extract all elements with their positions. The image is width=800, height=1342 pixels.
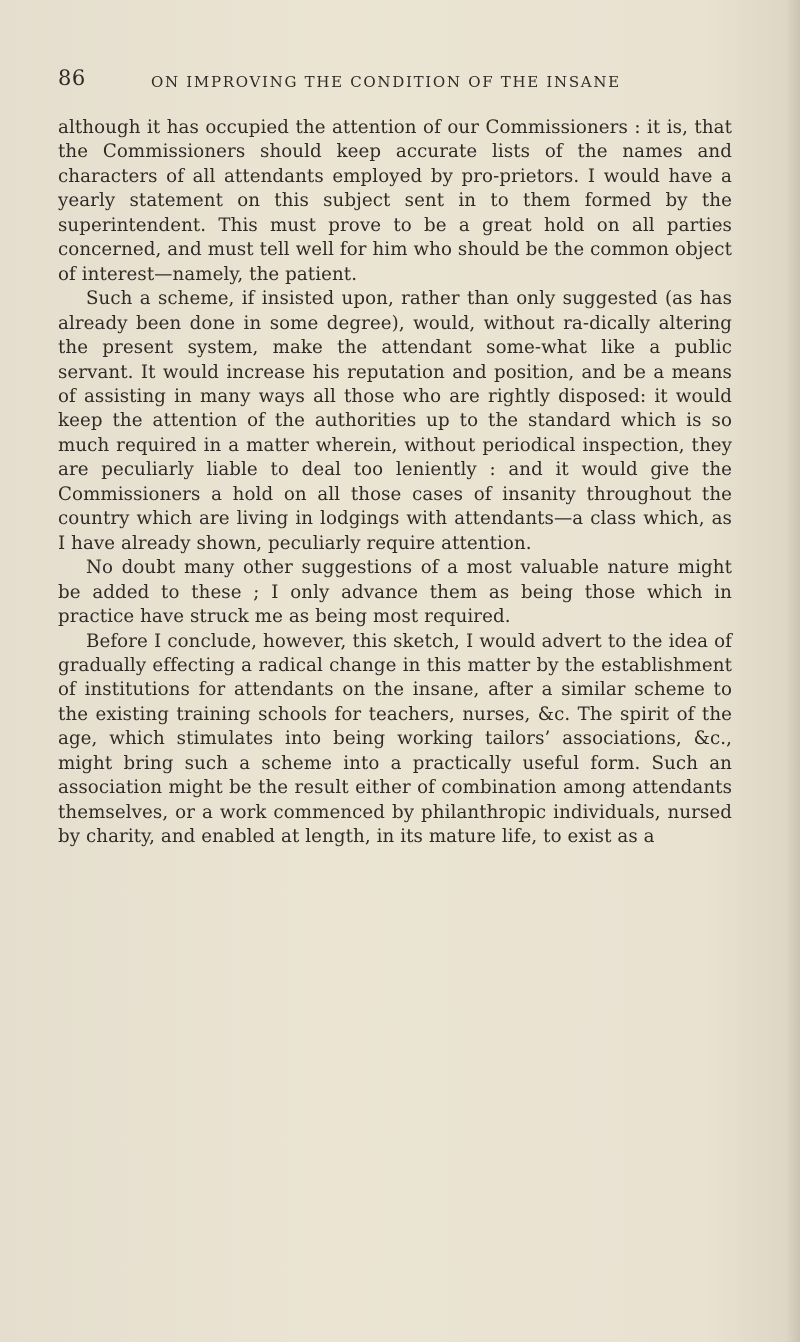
page-number: 86 <box>58 66 86 90</box>
body-text <box>58 116 732 850</box>
paragraph-1: although it has occupied the attention of our Commissioners : it is, that the Commissioners should keep accurate lists of the names and characters of all attendants employed by pro-prietors. I would have a yearly statement on this subject sent in to them formed by the superintendent. This must prove to be a great hold on all parties concerned, and must tell well for him who should be the common object of interest—namely, the patient. <box>58 117 732 285</box>
paragraph-2: Such a scheme, if insisted upon, rather than only suggested (as has already been done in some degree), would, without ra-dically altering the present system, make the attendant some-what like a public servant. It would increase his reputation and position, and be a means of assisting in many ways all those who are rightly disposed: it would keep the attention of the authorities up to the standard which is so much required in a matter wherein, without periodical inspection, they are peculiarly liable to deal too leniently : and it would give the Commissioners a hold on all those cases of insanity throughout the country which are living in lodgings with attendants—a class which, as I have already shown, peculiarly require attention. <box>58 288 732 554</box>
page-header <box>58 66 748 100</box>
paragraph-3: No doubt many other suggestions of a most valuable nature might be added to these ; I only advance them as being those which in practice have struck me as being most required. <box>58 557 732 628</box>
running-title: ON IMPROVING THE CONDITION OF THE INSANE <box>151 73 621 91</box>
page-edge-shadow <box>786 0 800 1342</box>
paragraph-4: Before I conclude, however, this sketch, I would advert to the idea of gradually effecting a radical change in this matter by the establishment of institutions for attendants on the insane, after a similar scheme to the existing training schools for teachers, nurses, &c. The spirit of the age, which stimulates into being working tailors’ associations, &c., might bring such a scheme into a practically useful form. Such an association might be the result either of combination among attendants themselves, or a work commenced by philanthropic individuals, nursed by charity, and enabled at length, in its mature life, to exist as a <box>58 630 732 848</box>
